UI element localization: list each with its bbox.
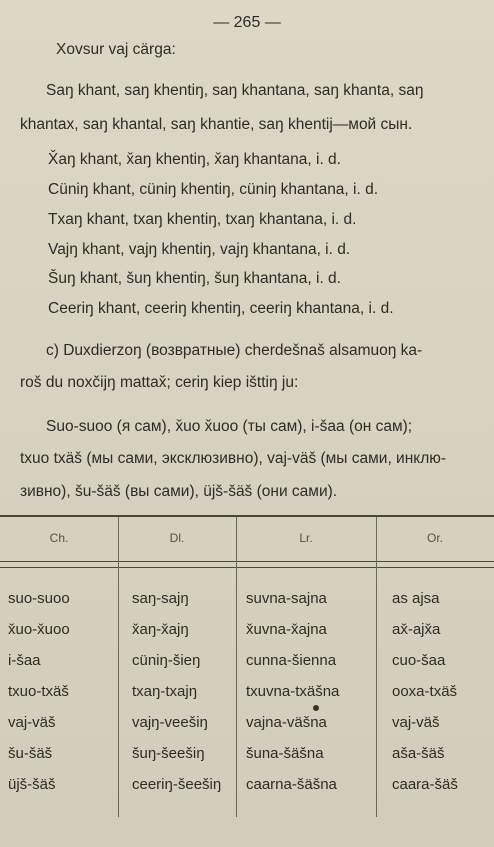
text-line: khantax, saŋ khantal, saŋ khantie, saŋ khentij—мой сын. xyxy=(20,116,413,133)
table-cell: as ajsa xyxy=(392,590,440,607)
table-cell: caara-šäš xyxy=(392,776,458,793)
table-cell: šu-šäš xyxy=(8,745,53,762)
table-cell: vaj-väš xyxy=(392,714,440,731)
table-row xyxy=(0,621,494,645)
table-cell: i-šaa xyxy=(8,652,41,669)
table-header-rule xyxy=(0,561,494,562)
table-row xyxy=(0,745,494,769)
table-cell: txuo-txäš xyxy=(8,683,69,700)
text-line: c) Duxdierzoŋ (возвратные) cherdešnaš alsamuoŋ ka- xyxy=(46,342,423,359)
page-number: — 265 — xyxy=(213,14,281,31)
text-line: зивно), šu-šäš (вы сами), üjš-šäš (они сами). xyxy=(20,483,338,500)
table-cell: aša-šäš xyxy=(392,745,445,762)
table-cell: vaj-väš xyxy=(8,714,56,731)
table-cell: cüniŋ-šieŋ xyxy=(132,652,201,669)
text-line: Cüniŋ khant, cüniŋ khentiŋ, cüniŋ khantana, i. d. xyxy=(48,181,379,198)
text-line: Vajŋ khant, vajŋ khentiŋ, vajŋ khantana, i. d. xyxy=(48,241,351,258)
column-header: Or. xyxy=(426,531,443,545)
table-cell: txuvna-txäšna xyxy=(246,683,340,700)
text-line: Šuŋ khant, šuŋ khentiŋ, šuŋ khantana, i. d. xyxy=(48,270,341,287)
text-line: Xovsur vaj cärga: xyxy=(56,41,176,58)
table-row xyxy=(0,590,494,614)
table-cell: šuna-šäšna xyxy=(246,745,324,762)
table-cell: saŋ-sajŋ xyxy=(132,590,189,607)
text-line: txuo txäš (мы сами, эксклюзивно), vaj-väš (мы сами, инклю- xyxy=(20,450,447,467)
ink-spot xyxy=(313,705,319,711)
table-cell: suvna-sajna xyxy=(246,590,327,607)
table-cell: vajna-väšna xyxy=(246,714,327,731)
column-header: Ch. xyxy=(49,531,69,545)
table-top-rule xyxy=(0,515,494,517)
table-cell: x̌uvna-x̌ajna xyxy=(246,621,327,638)
table-row xyxy=(0,652,494,676)
column-header: Dl. xyxy=(169,531,185,545)
table-cell: suo-suoo xyxy=(8,590,70,607)
text-line: X̌aŋ khant, x̌aŋ khentiŋ, x̌aŋ khantana, i. d. xyxy=(48,151,341,168)
table-row xyxy=(0,683,494,707)
table-cell: ceeriŋ-šeešiŋ xyxy=(132,776,222,793)
table-cell: x̌aŋ-x̌ajŋ xyxy=(132,621,189,638)
table-cell: caarna-šäšna xyxy=(246,776,337,793)
text-line: Saŋ khant, saŋ khentiŋ, saŋ khantana, saŋ khanta, saŋ xyxy=(46,82,424,99)
table-row xyxy=(0,714,494,738)
text-line: Ceeriŋ khant, ceeriŋ khentiŋ, ceeriŋ khantana, i. d. xyxy=(48,300,394,317)
table-cell: ax̌-ajx̌a xyxy=(392,621,441,638)
table-cell: x̌uo-x̌uoo xyxy=(8,621,70,638)
text-line: Suo-suoo (я сам), x̌uo x̌uoo (ты сам), i-šaa (он сам); xyxy=(46,418,413,435)
table-cell: vajŋ-veešiŋ xyxy=(132,714,208,731)
table-row xyxy=(0,776,494,800)
table-cell: šuŋ-šeešiŋ xyxy=(132,745,205,762)
table-cell: txaŋ-txajŋ xyxy=(132,683,198,700)
table-cell: ooxa-txäš xyxy=(392,683,458,700)
table-header-rule-double xyxy=(0,567,494,568)
text-line: Txaŋ khant, txaŋ khentiŋ, txaŋ khantana, i. d. xyxy=(48,211,357,228)
table-cell: üjš-šäš xyxy=(8,776,56,793)
text-line: roš du noxčijŋ mattax̌; ceriŋ kiep išttiŋ ju: xyxy=(20,374,299,391)
column-header: Lr. xyxy=(299,531,313,545)
table-cell: cunna-šienna xyxy=(246,652,337,669)
table-cell: cuo-šaa xyxy=(392,652,446,669)
